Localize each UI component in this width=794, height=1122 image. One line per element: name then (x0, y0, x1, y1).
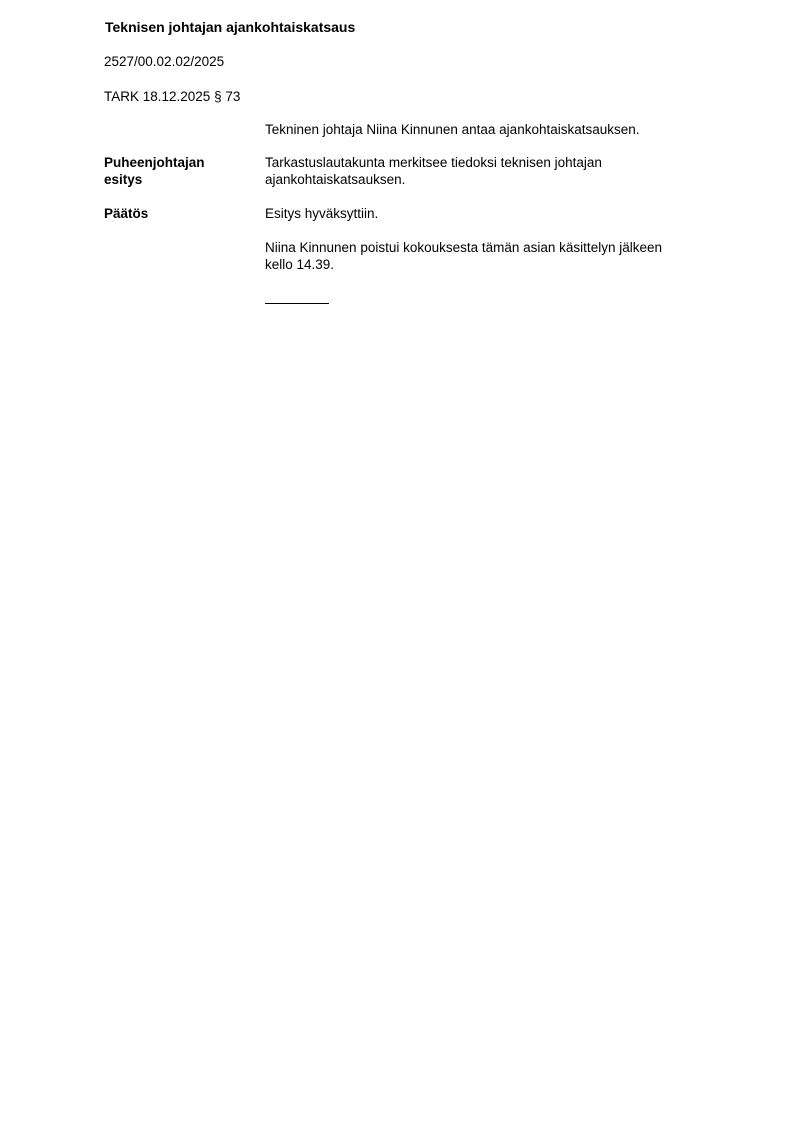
diary-number: 2527/00.02.02/2025 (104, 54, 225, 69)
proposal-label (104, 154, 254, 188)
proposal-text-line: Tarkastuslautakunta merkitsee tiedoksi teknisen johtajan (265, 155, 602, 170)
decision-label: Päätös (104, 206, 149, 221)
decision-text: Esitys hyväksyttiin. (265, 206, 379, 221)
proposal-text (265, 154, 705, 188)
end-rule (265, 303, 329, 304)
decision-note (265, 239, 705, 273)
document-title: Teknisen johtajan ajankohtaiskatsaus (105, 19, 356, 35)
decision-note-line: kello 14.39. (265, 257, 335, 272)
proposal-text-line: ajankohtaiskatsauksen. (265, 172, 406, 187)
proposal-label-line: esitys (104, 172, 143, 187)
meeting-reference: TARK 18.12.2025 § 73 (104, 89, 241, 104)
intro-paragraph: Tekninen johtaja Niina Kinnunen antaa ajankohtaiskatsauksen. (265, 122, 640, 137)
decision-note-line: Niina Kinnunen poistui kokouksesta tämän asian käsittelyn jälkeen (265, 240, 662, 255)
proposal-label-line: Puheenjohtajan (104, 155, 205, 170)
